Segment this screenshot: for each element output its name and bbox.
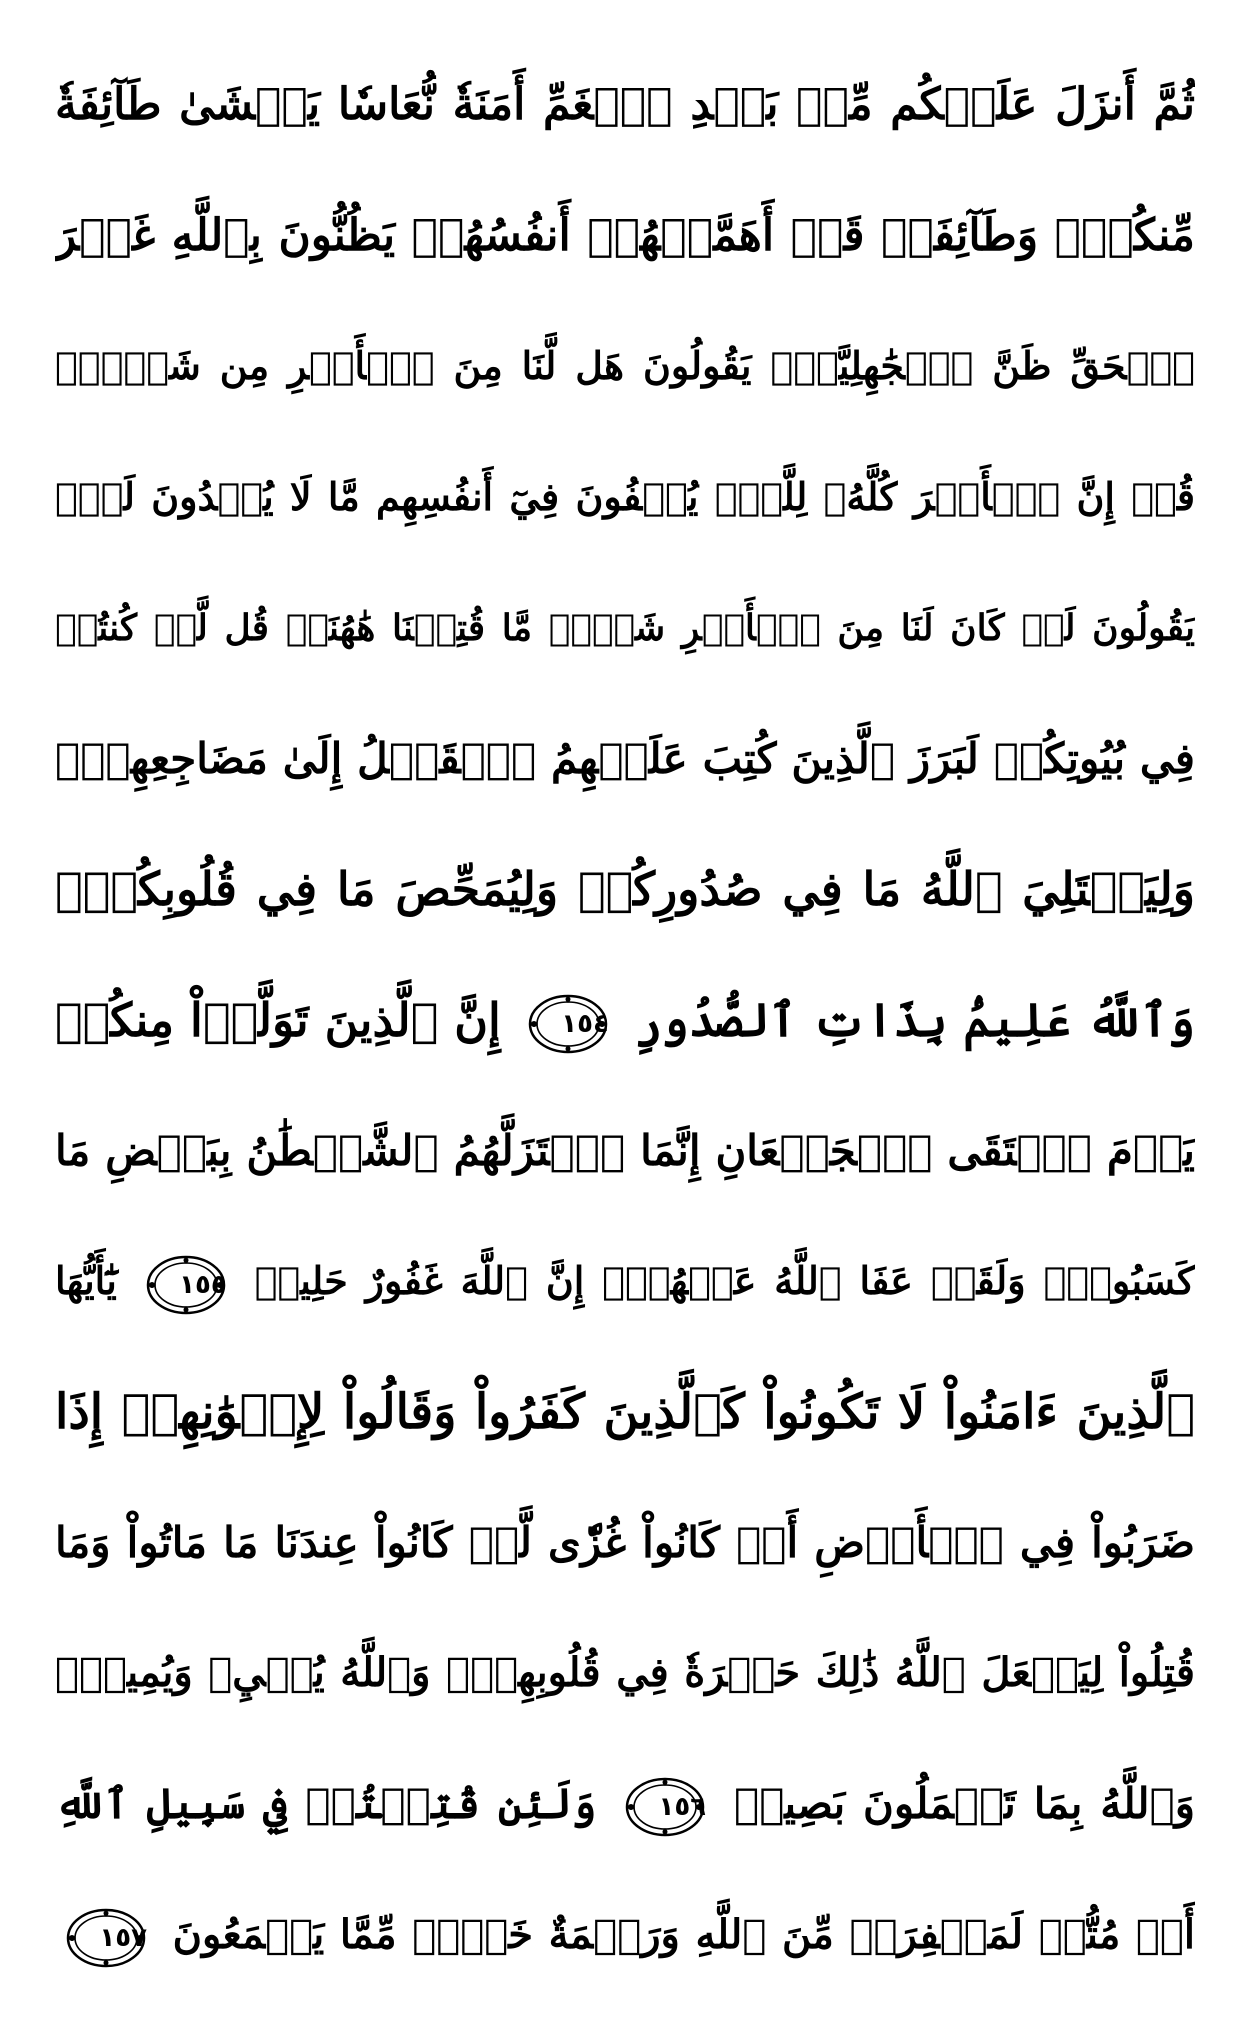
verse-text: ٱلۡحَقِّ ظَنَّ ٱلۡجَٰهِلِيَّةِۖ يَقُولُونَ هَل لَّنَا مِنَ ٱلۡأَمۡرِ مِن شَيۡءٖۗ [55, 343, 1195, 389]
verse-text: يَوۡمَ ٱلۡتَقَى ٱلۡجَمۡعَانِ إِنَّمَا ٱسۡتَزَلَّهُمُ ٱلشَّيۡطَٰنُ بِبَعۡضِ مَا [55, 1125, 1195, 1175]
verse-line [55, 1226, 1195, 1336]
verse-text: ضَرَبُواْ فِي ٱلۡأَرۡضِ أَوۡ كَانُواْ غُزّٗى لَّوۡ كَانُواْ عِندَنَا مَا مَاتُواْ وَمَا [55, 1517, 1195, 1567]
verse-lines [55, 50, 1195, 1990]
ayah-number: ١٥٤ [561, 1008, 609, 1039]
ayah-end-marker [624, 1775, 706, 1839]
verse-line [55, 704, 1195, 814]
verse-text: قُلۡ إِنَّ ٱلۡأَمۡرَ كُلَّهُۥ لِلَّهِۗ يُخۡفُونَ فِيٓ أَنفُسِهِم مَّا لَا يُبۡدُونَ لَكَۖ [55, 474, 1195, 520]
verse-line [55, 834, 1195, 944]
ayah-number: ١٥٧ [99, 1922, 147, 1953]
verse-line [55, 1096, 1195, 1206]
verse-text: مِّنكُمۡۖ وَطَآئِفَةٞ قَدۡ أَهَمَّتۡهُمۡ أَنفُسُهُمۡ يَظُنُّونَ بِٱللَّهِ غَيۡرَ [55, 209, 1195, 261]
verse-line [55, 1880, 1195, 1990]
verse-text: ثُمَّ أَنزَلَ عَلَيۡكُم مِّنۢ بَعۡدِ ٱلۡغَمِّ أَمَنَةٗ نُّعَاسٗا يَغۡشَىٰ طَآئِفَةٗ [55, 79, 1195, 130]
verse-text: وَلِيَبۡتَلِيَ ٱللَّهُ مَا فِي صُدُورِكُمۡ وَلِيُمَحِّصَ مَا فِي قُلُوبِكُمۡۚ [55, 862, 1195, 917]
verse-text: يَقُولُونَ لَوۡ كَانَ لَنَا مِنَ ٱلۡأَمۡرِ شَيۡءٞ مَّا قُتِلۡنَا هَٰهُنَاۗ قُل لَّوۡ كُنتُمۡ [55, 606, 1195, 649]
ayah-end-marker [65, 1906, 147, 1970]
verse-text: وَلَئِن قُتِلۡتُمۡ فِي سَبِيلِ ٱللَّهِ [55, 1779, 597, 1829]
verse-line [55, 965, 1195, 1075]
verse-text: ٱلَّذِينَ ءَامَنُواْ لَا تَكُونُواْ كَٱلَّذِينَ كَفَرُواْ وَقَالُواْ لِإِخۡوَٰنِهِمۡ إِذَا [55, 1384, 1195, 1441]
verse-line [55, 573, 1195, 683]
verse-line [55, 311, 1195, 421]
verse-text: أَوۡ مُتُّمۡ لَمَغۡفِرَةٞ مِّنَ ٱللَّهِ وَرَحۡمَةٌ خَيۡرٞ مِّمَّا يَجۡمَعُونَ [172, 1910, 1195, 1958]
verse-text: وَٱللَّهُ عَلِيمُۢ بِذَاتِ ٱلصُّدُورِ [634, 992, 1195, 1047]
ayah-end-marker [145, 1253, 227, 1317]
ayah-number: ١٥٦ [658, 1792, 707, 1823]
verse-line [55, 1357, 1195, 1467]
ayah-end-marker [527, 992, 609, 1056]
verse-text: إِنَّ ٱلَّذِينَ تَوَلَّوۡاْ مِنكُمۡ [55, 992, 501, 1047]
verse-line [55, 1618, 1195, 1728]
verse-line [55, 1749, 1195, 1859]
ayah-number: ١٥٥ [179, 1269, 227, 1300]
verse-text: كَسَبُواْۖ وَلَقَدۡ عَفَا ٱللَّهُ عَنۡهُمۡۗ إِنَّ ٱللَّهَ غَفُورٌ حَلِيمٞ [254, 1258, 1195, 1304]
verse-text: وَٱللَّهُ بِمَا تَعۡمَلُونَ بَصِيرٞ [734, 1779, 1195, 1829]
verse-line [55, 442, 1195, 552]
verse-text: قُتِلُواْ لِيَجۡعَلَ ٱللَّهُ ذَٰلِكَ حَسۡرَةٗ فِي قُلُوبِهِمۡۗ وَٱللَّهُ يُحۡيِۦ وَيُمِيتُۗ [55, 1649, 1195, 1697]
verse-text: فِي بُيُوتِكُمۡ لَبَرَزَ ٱلَّذِينَ كُتِبَ عَلَيۡهِمُ ٱلۡقَتۡلُ إِلَىٰ مَضَاجِعِهِمۡۖ [55, 733, 1195, 783]
verse-line [55, 1488, 1195, 1598]
verse-line [55, 50, 1195, 160]
verse-line [55, 181, 1195, 291]
verse-text: يَٰٓأَيُّهَا [55, 1258, 117, 1304]
